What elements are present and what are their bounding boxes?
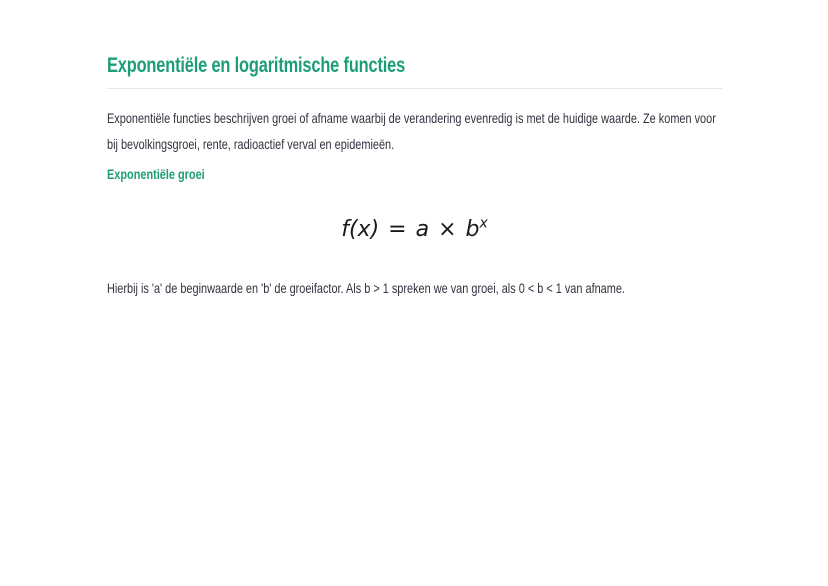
multiplication-sign: × [438, 217, 457, 243]
title-divider [107, 88, 722, 89]
intro-paragraph: Exponentiële functies beschrijven groei of afname waarbij de verandering evenredig is met de huidige waarde. Ze komen voor bij bevolkingsgroei, rente, radioactief verval en epidemieën. [107, 110, 716, 152]
body-paragraph: Hierbij is 'a' de beginwaarde en 'b' de groeifactor. Als b > 1 spreken we van groei, als 0 < b < 1 van afname. [107, 280, 625, 297]
formula-exponent: x [479, 216, 488, 232]
formula-coefficient: a [415, 217, 430, 243]
formula-base: b [465, 217, 480, 243]
formula [341, 217, 488, 242]
section-heading: Exponentiële groei [107, 166, 205, 182]
equals-sign: = [388, 217, 407, 243]
formula-row [107, 207, 722, 249]
page-title: Exponentiële en logaritmische functies [107, 54, 406, 77]
formula-lhs: f(x) [341, 217, 380, 243]
